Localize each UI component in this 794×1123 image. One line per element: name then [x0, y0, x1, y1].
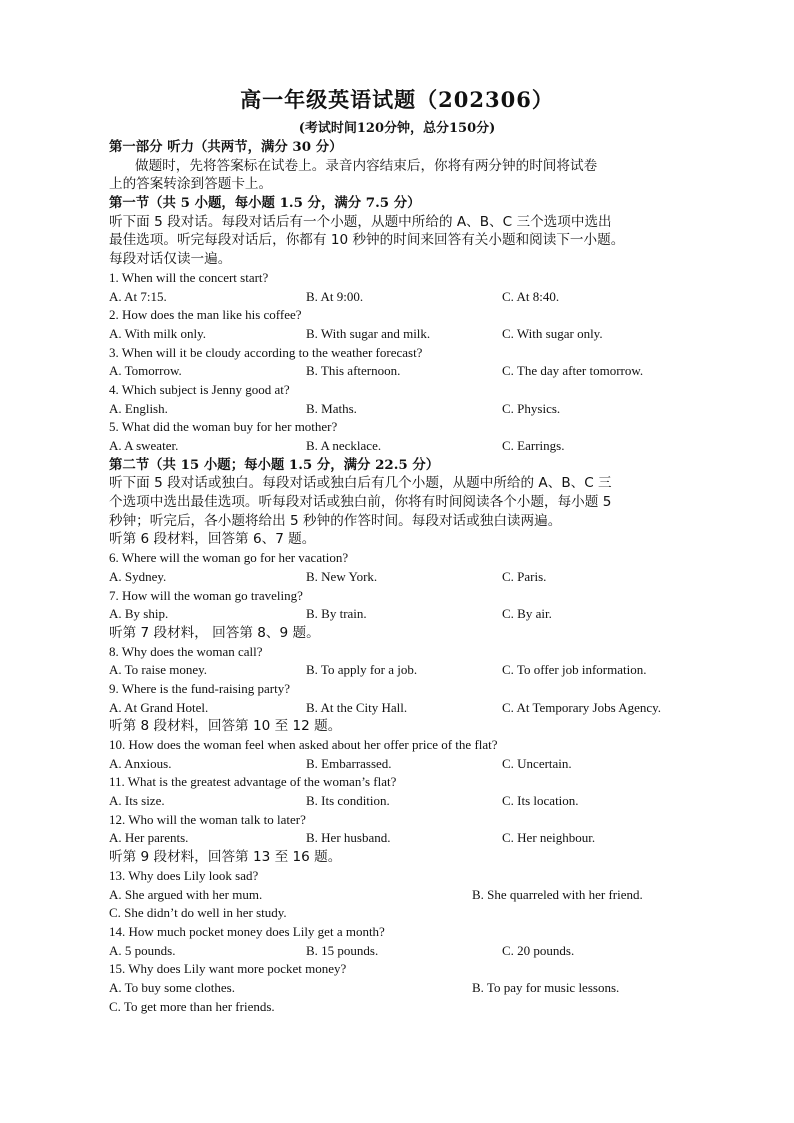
option-a: A. A sweater.: [109, 438, 179, 453]
part1-intro-line: 上的答案转涂到答题卡上。: [109, 176, 273, 193]
option-c: C. Paris.: [502, 568, 547, 584]
section2-instructions-line: 听下面 5 段对话或独白。每段对话或独白后有几个小题，从题中所给的 A、B、C 三: [109, 475, 612, 492]
option-c: C. To get more than her friends.: [109, 998, 275, 1014]
option-c: C. Earrings.: [502, 438, 565, 453]
question-options: [109, 998, 699, 1017]
question-stem: 1. When will the concert start?: [109, 269, 269, 285]
question-stem: 4. Which subject is Jenny good at?: [109, 381, 290, 397]
question-options: [109, 437, 699, 456]
question-stem: 15. Why does Lily want more pocket money?: [109, 961, 347, 977]
option-c: C. The day after tomorrow.: [502, 363, 644, 379]
option-a: A. Tomorrow.: [109, 363, 182, 379]
option-b: B. She quarreled with her friend.: [472, 886, 643, 902]
option-b: B. With sugar and milk.: [306, 325, 431, 341]
option-a: A. At 7:15.: [109, 288, 167, 304]
question-options: [109, 400, 699, 419]
option-a: A. Anxious.: [109, 755, 172, 771]
question-options: [109, 661, 699, 680]
option-a: A. She argued with her mum.: [109, 886, 263, 902]
option-b: B. Maths.: [306, 400, 357, 416]
option-a: A. Sydney.: [109, 568, 167, 584]
question-stem: 3. When will it be cloudy according to the weather forecast?: [109, 344, 423, 360]
question-options: [109, 325, 699, 344]
part1-heading: 第一部分 听力（共两节，满分 30 分）: [109, 139, 343, 155]
option-b: B. Embarrassed.: [306, 755, 392, 771]
option-b: B. This afternoon.: [306, 363, 401, 379]
option-a: A. Her parents.: [109, 830, 189, 846]
question-stem: 12. Who will the woman talk to later?: [109, 811, 306, 827]
option-b: B. New York.: [306, 568, 378, 584]
question-stem: 7. How will the woman go traveling?: [109, 587, 303, 603]
material-9-instruction: 听第 9 段材料，回答第 13 至 16 题。: [109, 849, 342, 866]
option-b: B. To pay for music lessons.: [472, 979, 620, 995]
option-b: B. At 9:00.: [306, 288, 364, 304]
option-a: A. To raise money.: [109, 662, 208, 678]
page-subtitle: (考试时间120分钟，总分150分): [298, 121, 496, 136]
option-c: C. Its location.: [502, 793, 579, 809]
option-c: C. Uncertain.: [502, 755, 572, 771]
section1-instructions-line: 听下面 5 段对话。每段对话后有一个小题，从题中所给的 A、B、C 三个选项中选出: [109, 213, 612, 230]
question-stem: 9. Where is the fund-raising party?: [109, 680, 290, 696]
question-options: [109, 755, 699, 774]
section1-heading: 第一节（共 5 小题，每小题 1.5 分，满分 7.5 分）: [109, 195, 421, 212]
section2-instructions-line: 秒钟；听完后，各小题将给出 5 秒钟的作答时间。每段对话或独白读两遍。: [109, 512, 562, 529]
question-options: [109, 362, 699, 381]
question-options: [109, 886, 699, 905]
section1-instructions-line: 每段对话仅读一遍。: [109, 251, 232, 268]
question-stem: 11. What is the greatest advantage of the woman’s flat?: [109, 774, 397, 790]
option-b: B. Her husband.: [306, 830, 391, 846]
question-stem: 8. Why does the woman call?: [109, 643, 263, 659]
material-6-instruction: 听第 6 段材料，回答第 6、7 题。: [109, 531, 316, 548]
option-a: A. 5 pounds.: [109, 942, 176, 958]
question-stem: 13. Why does Lily look sad?: [109, 867, 259, 883]
question-stem: 2. How does the man like his coffee?: [109, 307, 302, 323]
question-options: [109, 942, 699, 961]
option-a: A. With milk only.: [109, 325, 206, 341]
section2-heading: 第二节（共 15 小题；每小题 1.5 分，满分 22.5 分）: [109, 456, 440, 473]
question-stem: 14. How much pocket money does Lily get a month?: [109, 923, 385, 939]
question-options: [109, 288, 699, 307]
question-stem: 6. Where will the woman go for her vacation?: [109, 550, 349, 566]
material-7-instruction: 听第 7 段材料， 回答第 8、9 题。: [109, 624, 320, 641]
section1-instructions-line: 最佳选项。听完每段对话后，你都有 10 秒钟的时间来回答有关小题和阅读下一小题。: [109, 232, 625, 249]
option-c: C. At Temporary Jobs Agency.: [502, 699, 662, 715]
option-c: C. By air.: [502, 606, 552, 622]
option-a: A. Its size.: [109, 793, 165, 809]
option-b: B. To apply for a job.: [306, 662, 418, 678]
page-title: 高一年级英语试题（202306）: [240, 87, 554, 112]
question-stem: 10. How does the woman feel when asked about her offer price of the flat?: [109, 737, 498, 752]
question-options: [109, 979, 699, 998]
option-b: B. A necklace.: [306, 438, 382, 453]
question-options: [109, 699, 699, 718]
option-c: C. At 8:40.: [502, 288, 560, 304]
option-c: C. She didn’t do well in her study.: [109, 905, 287, 921]
option-c: C. Her neighbour.: [502, 830, 596, 846]
option-c: C. With sugar only.: [502, 325, 603, 341]
option-a: A. By ship.: [109, 606, 169, 622]
option-b: B. At the City Hall.: [306, 699, 408, 715]
option-a: A. English.: [109, 400, 168, 416]
question-stem: 5. What did the woman buy for her mother?: [109, 419, 338, 435]
option-b: B. Its condition.: [306, 793, 390, 809]
option-c: C. 20 pounds.: [502, 942, 575, 958]
option-c: C. To offer job information.: [502, 662, 647, 678]
exam-content: [109, 138, 699, 1016]
question-options: [109, 829, 699, 848]
question-options: [109, 605, 699, 624]
option-b: B. 15 pounds.: [306, 942, 379, 958]
section2-instructions-line: 个选项中选出最佳选项。听每段对话或独白前，你将有时间阅读各个小题，每小题 5: [109, 494, 612, 511]
question-options: [109, 568, 699, 587]
option-a: A. To buy some clothes.: [109, 979, 235, 995]
part1-intro-line: 做题时，先将答案标在试卷上。录音内容结束后，你将有两分钟的时间将试卷: [135, 157, 598, 174]
question-options: [109, 904, 699, 923]
question-options: [109, 792, 699, 811]
option-a: A. At Grand Hotel.: [109, 699, 209, 715]
material-8-instruction: 听第 8 段材料，回答第 10 至 12 题。: [109, 718, 342, 735]
option-b: B. By train.: [306, 606, 367, 622]
option-c: C. Physics.: [502, 400, 561, 416]
